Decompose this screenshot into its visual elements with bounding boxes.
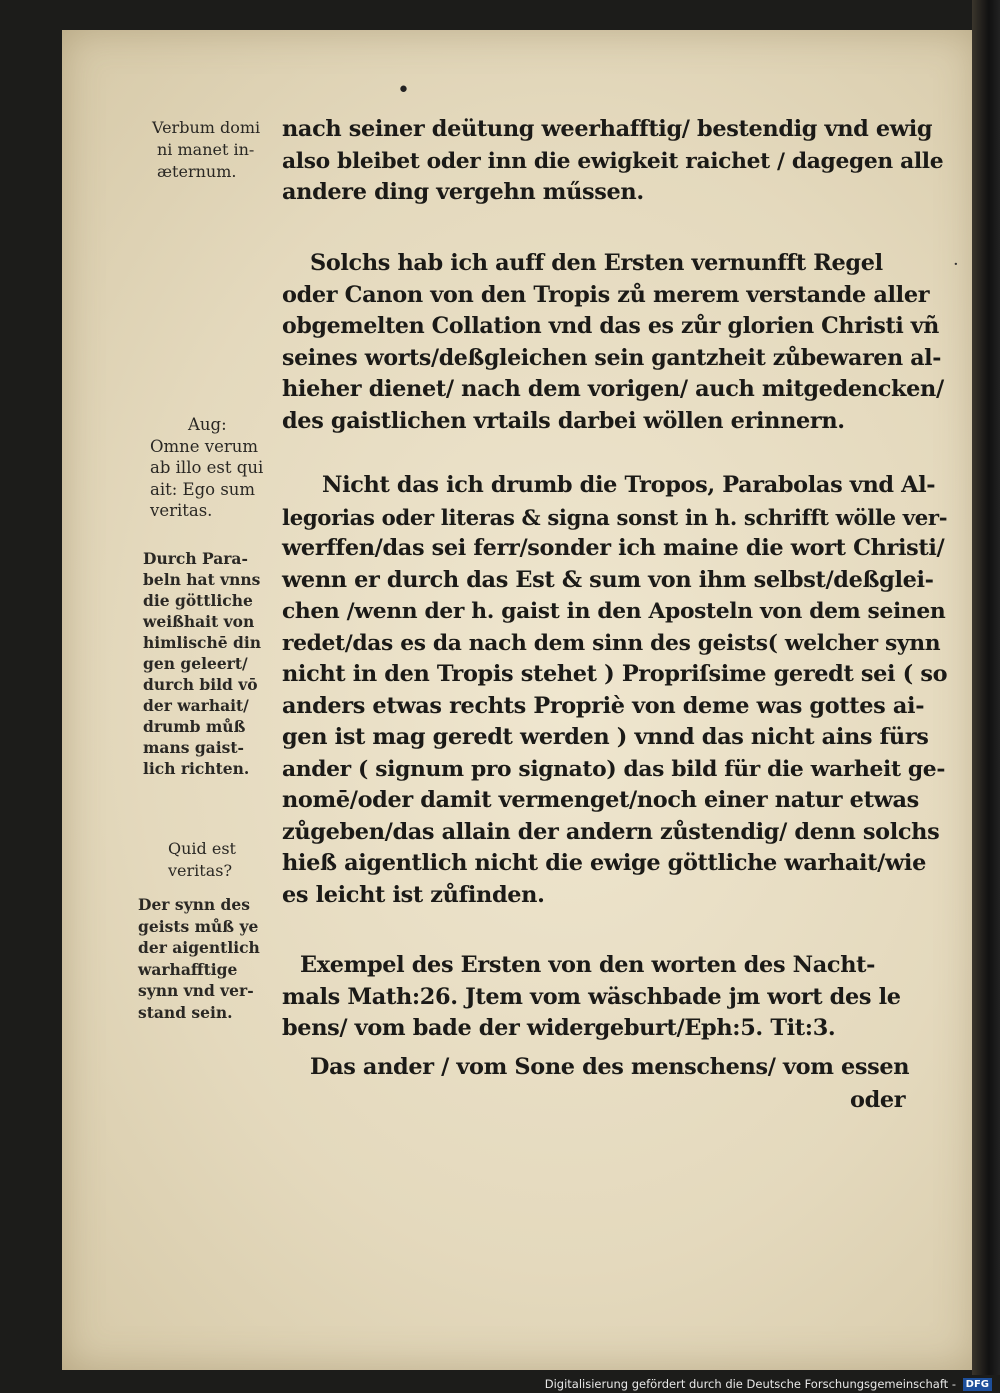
text-line: also bleibet oder inn die ewigkeit raichet / dagegen alle: [282, 148, 944, 174]
catchword-text: oder: [850, 1087, 906, 1113]
text-line: ander ( signum pro signato) das bild für die warheit ge-: [282, 756, 946, 782]
margin-line: der warhait/: [143, 696, 249, 715]
text-line: des gaistlichen vrtails darbei wöllen erinnern.: [282, 407, 845, 434]
text-line: nicht in den Tropis stehet ) Propriſsime geredt sei ( so: [282, 661, 948, 687]
text-line: chen /wenn der h. gaist in den Aposteln von dem seinen: [282, 599, 946, 624]
text-line: redet/das es da nach dem sinn des geists( welcher synn: [282, 630, 941, 656]
book-spine: [972, 0, 1000, 1375]
margin-note-parabeln: [143, 548, 261, 779]
margin-note-aug: [150, 414, 263, 522]
catchword: [850, 1085, 930, 1117]
margin-line: veritas.: [150, 501, 213, 520]
text-line: obgemelten Collation vnd das es zůr glorien Christi vñ: [282, 313, 939, 339]
margin-line: geists můß ye: [138, 916, 259, 936]
page-mark: •: [397, 78, 410, 103]
footer-credit: [545, 1375, 992, 1393]
text-line: Nicht das ich drumb die Tropos, Parabolas vnd Al-: [322, 472, 936, 498]
margin-line: ait: Ego sum: [150, 479, 256, 499]
text-line: gen ist mag geredt werden ) vnnd das nicht ains fürs: [282, 724, 929, 750]
text-line: nach seiner deütung weerhafftig/ bestendig vnd ewig: [282, 116, 933, 142]
margin-line: der aigentlich: [138, 938, 260, 957]
text-line: hieher dienet/ nach dem vorigen/ auch mitgedencken/: [282, 376, 944, 402]
paragraph-5: [282, 1052, 947, 1084]
margin-line: Der synn des: [138, 895, 250, 914]
text-line: Solchs hab ich auff den Ersten vernunfft Regel: [310, 250, 883, 276]
text-line: es leicht ist zůfinden.: [282, 881, 545, 908]
margin-line: ab illo est qui: [150, 458, 264, 477]
text-line: Exempel des Ersten von den worten des Nacht-: [300, 952, 876, 978]
paragraph-4: [282, 950, 947, 1045]
margin-note-synn: [138, 894, 260, 1023]
margin-line: die göttliche: [143, 591, 253, 610]
footer-separator: -: [948, 1377, 960, 1391]
text-line: hieß aigentlich nicht die ewige göttliche warhait/wie: [282, 850, 926, 876]
margin-line: stand sein.: [138, 1002, 233, 1022]
margin-line: drumb můß: [143, 717, 246, 736]
text-line: andere ding vergehn műssen.: [282, 179, 644, 205]
margin-line: lich richten.: [143, 759, 250, 778]
margin-line: æternum.: [157, 162, 237, 181]
margin-line: weißhait von: [143, 612, 255, 631]
text-line: oder Canon von den Tropis zů merem verstande aller: [282, 281, 930, 308]
paragraph-2: [282, 248, 947, 437]
margin-line: Aug:: [188, 415, 227, 434]
margin-line: warhafftige: [138, 959, 238, 979]
margin-line: ni manet in-: [157, 140, 255, 159]
text-line: anders etwas rechts Propriè von deme was gottes ai-: [282, 692, 925, 719]
text-line: nomē/oder damit vermenget/noch einer natur etwas: [282, 787, 919, 813]
margin-dot: ·: [953, 254, 959, 275]
margin-line: Quid est: [168, 839, 236, 858]
text-line: wenn er durch das Est & sum von ihm selbst/deßglei-: [282, 566, 934, 593]
text-line: mals Math:26. Jtem vom wäschbade jm wort des le: [282, 983, 901, 1010]
margin-line: Durch Para-: [143, 549, 248, 568]
margin-note-verbum: [152, 117, 260, 183]
margin-line: synn vnd ver-: [138, 981, 254, 1000]
text-line: werffen/das sei ferr/sonder ich maine die wort Christi/: [282, 535, 945, 561]
margin-line: himlischē din: [143, 633, 262, 652]
text-line: legorias oder literas & signa sonst in h. schrifft wölle ver-: [282, 504, 948, 530]
margin-line: durch bild vō: [143, 675, 258, 694]
margin-line: beln hat vnns: [143, 570, 261, 589]
text-line: bens/ vom bade der widergeburt/Eph:5. Tit:3.: [282, 1015, 836, 1041]
footer-text: Digitalisierung gefördert durch die Deutsche Forschungsgemeinschaft: [544, 1377, 949, 1391]
margin-line: Verbum domi: [152, 118, 261, 137]
margin-note-quid: [168, 838, 236, 882]
margin-line: gen geleert/: [143, 654, 248, 673]
text-line: Das ander / vom Sone des menschens/ vom essen: [310, 1054, 910, 1080]
paragraph-1: [282, 114, 947, 209]
text-line: zůgeben/das allain der andern zůstendig/ denn solchs: [282, 818, 940, 845]
text-line: seines worts/deßgleichen sein gantzheit zůbewaren al-: [282, 344, 942, 371]
paragraph-3: [282, 470, 947, 911]
margin-line: veritas?: [168, 861, 233, 880]
dfg-logo-icon: DFG: [963, 1378, 992, 1391]
margin-line: mans gaist-: [143, 738, 244, 757]
margin-line: Omne verum: [150, 436, 259, 456]
